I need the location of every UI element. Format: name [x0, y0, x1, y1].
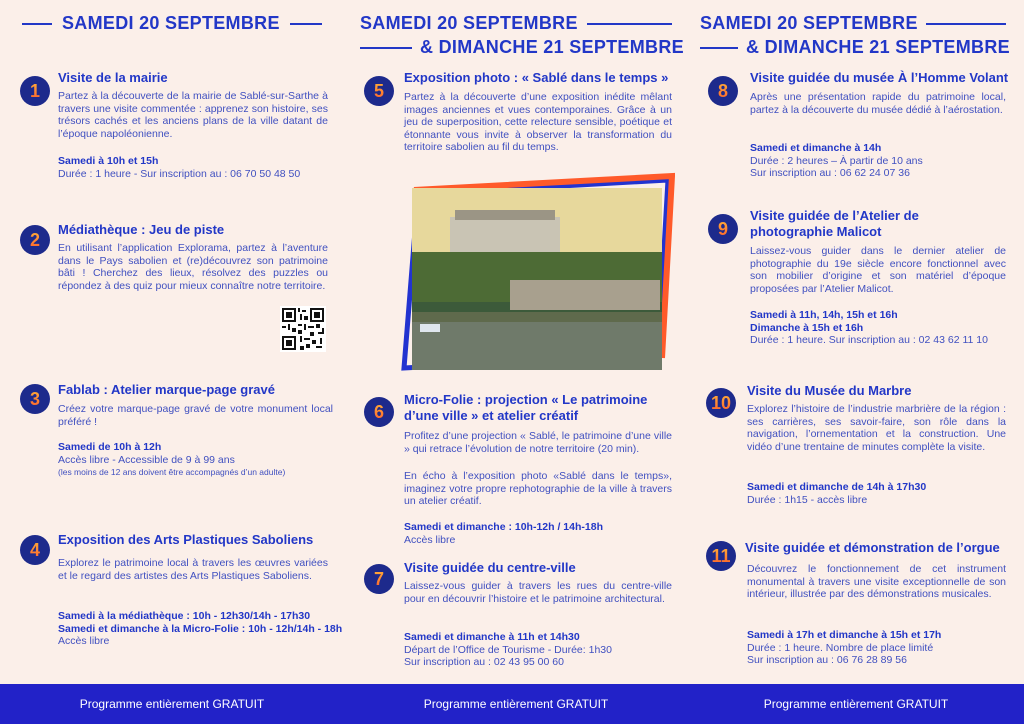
item-schedule: Samedi de 10h à 12h Accès libre - Accessible de 9 à 99 ans (les moins de 12 ans doivent être accompagnés d’un adulte) — [58, 441, 286, 477]
item-title: Exposition des Arts Plastiques Saboliens — [58, 532, 314, 547]
footer-text-right: Programme entièrement GRATUIT — [763, 697, 949, 711]
sable-photo — [400, 172, 675, 372]
item-description-2: En écho à l’exposition photo «Sablé dans le temps», imaginez votre propre rephotographie de la ville à travers un atelier créatif. — [404, 470, 672, 507]
badge-2: 2 — [20, 225, 50, 255]
column2-header-line2: & DIMANCHE 21 SEPTEMBRE — [420, 37, 684, 57]
badge-6: 6 — [364, 397, 394, 427]
qr-code-icon[interactable] — [280, 306, 326, 352]
header-rule-left-3 — [700, 47, 738, 49]
item-description: Après une présentation rapide du patrimoine local, partez à la découverte du musée dédié à l’aérostation. — [750, 91, 1006, 116]
item-title: Visite du Musée du Marbre — [747, 383, 912, 398]
item-schedule: Samedi et dimanche à 11h et 14h30 Départ de l’Office de Tourisme - Durée: 1h30 Sur inscription au : 02 43 95 00 60 — [404, 631, 612, 668]
item-title: Fablab : Atelier marque-page gravé — [58, 382, 275, 397]
footer-text-left: Programme entièrement GRATUIT — [79, 697, 265, 711]
item-description: Explorez le patrimoine local à travers les œuvres variées et le regard des artistes des Arts Plastiques Saboliens. — [58, 557, 328, 582]
footer-text-center: Programme entièrement GRATUIT — [423, 697, 609, 711]
item-schedule: Samedi et dimanche à 14h Durée : 2 heures – À partir de 10 ans Sur inscription au : 06 62 24 07 36 — [750, 142, 923, 179]
item-schedule: Samedi à 10h et 15h Durée : 1 heure - Sur inscription au : 06 70 50 48 50 — [58, 155, 301, 180]
badge-4: 4 — [20, 535, 50, 565]
badge-11: 11 — [706, 541, 736, 571]
item-title: Visite de la mairie — [58, 70, 168, 85]
item-description: En utilisant l’application Explorama, partez à l’aventure dans le Pays sabolien et (re)découvrez son patrimoine bâti ! Cherchez des lieux, résolvez des puzzles ou répondez à des quiz pour mieux connaître notre territoire. — [58, 242, 328, 292]
badge-9: 9 — [708, 214, 738, 244]
item-schedule: Samedi à 17h et dimanche à 15h et 17h Durée : 1 heure. Nombre de place limité Sur inscription au : 06 76 28 89 56 — [747, 629, 942, 666]
item-title: Médiathèque : Jeu de piste — [58, 222, 225, 237]
item-description: Partez à la découverte d’une exposition inédite mêlant images anciennes et vues contemporaines. Grâce à un jeu de superposition, cette relecture sensible, poétique et étonnante vous invite à observer la transformation du territoire sabolien au fil du temps. — [404, 91, 672, 153]
header-rule-left-1 — [22, 23, 52, 25]
item-title: Exposition photo : « Sablé dans le temps » — [404, 70, 669, 85]
item-title: Visite guidée de l’Atelier de photographie Malicot — [750, 208, 919, 239]
item-description: Créez votre marque-page gravé de votre monument local préféré ! — [58, 403, 333, 428]
item-schedule: Samedi à la médiathèque : 10h - 12h30/14h - 17h30 Samedi et dimanche à la Micro-Folie : 10h - 12h/14h - 18h Accès libre — [58, 610, 343, 647]
badge-8: 8 — [708, 76, 738, 106]
badge-1: 1 — [20, 76, 50, 106]
header-rule-right-3 — [926, 23, 1006, 25]
item-description: Laissez-vous guider dans le dernier atelier de photographie du 19e siècle encore fonctionnel avec son mobilier d’origine et son matériel d’époque proposées par l’Atelier Malicot. — [750, 245, 1006, 295]
header-rule-right-2 — [587, 23, 672, 25]
badge-5: 5 — [364, 76, 394, 106]
item-schedule: Samedi et dimanche de 14h à 17h30 Durée : 1h15 - accès libre — [747, 481, 927, 506]
item-description: Découvrez le fonctionnement de cet instrument monumental à travers une visite exceptionnelle de son intérieur, illustrée par des démonstrations musicales. — [747, 563, 1006, 600]
item-schedule: Samedi à 11h, 14h, 15h et 16h Dimanche à 15h et 16h Durée : 1 heure. Sur inscription au : 02 43 62 11 10 — [750, 309, 988, 346]
item-description: Profitez d’une projection « Sablé, le patrimoine d’une ville » qui retrace l’évolution de notre territoire (20 min). — [404, 430, 672, 455]
item-title: Micro-Folie : projection « Le patrimoine d’une ville » et atelier créatif — [404, 392, 648, 423]
column3-header-line1: SAMEDI 20 SEPTEMBRE — [700, 13, 918, 33]
item-title: Visite guidée du musée À l’Homme Volant — [750, 70, 1009, 85]
column2-header-line1: SAMEDI 20 SEPTEMBRE — [360, 13, 578, 33]
column3-header-line2: & DIMANCHE 21 SEPTEMBRE — [746, 37, 1010, 57]
badge-10: 10 — [706, 388, 736, 418]
header-rule-left-2 — [360, 47, 412, 49]
item-title: Visite guidée du centre-ville — [404, 560, 576, 575]
badge-7: 7 — [364, 564, 394, 594]
item-description: Partez à la découverte de la mairie de Sablé-sur-Sarthe à travers une visite commentée : apprenez son histoire, ses trésors cachés et les anciens plans de la ville datant de l’époque napoléonienne. — [58, 90, 328, 140]
badge-3: 3 — [20, 384, 50, 414]
item-schedule: Samedi et dimanche : 10h-12h / 14h-18h Accès libre — [404, 521, 603, 546]
item-title: Visite guidée et démonstration de l’orgue — [745, 540, 1000, 555]
item-description: Explorez l’histoire de l’industrie marbrière de la région : ses carrières, ses savoir-faire, son rôle dans la navigation, l’ornementation et la construction. Une vidéo d’une trentaine de minutes complète la visite. — [747, 403, 1006, 453]
column1-header: SAMEDI 20 SEPTEMBRE — [62, 13, 280, 33]
item-description: Laissez-vous guider à travers les rues du centre-ville pour en découvrir l’histoire et le patrimoine architectural. — [404, 580, 672, 605]
header-rule-right-1 — [290, 23, 322, 25]
